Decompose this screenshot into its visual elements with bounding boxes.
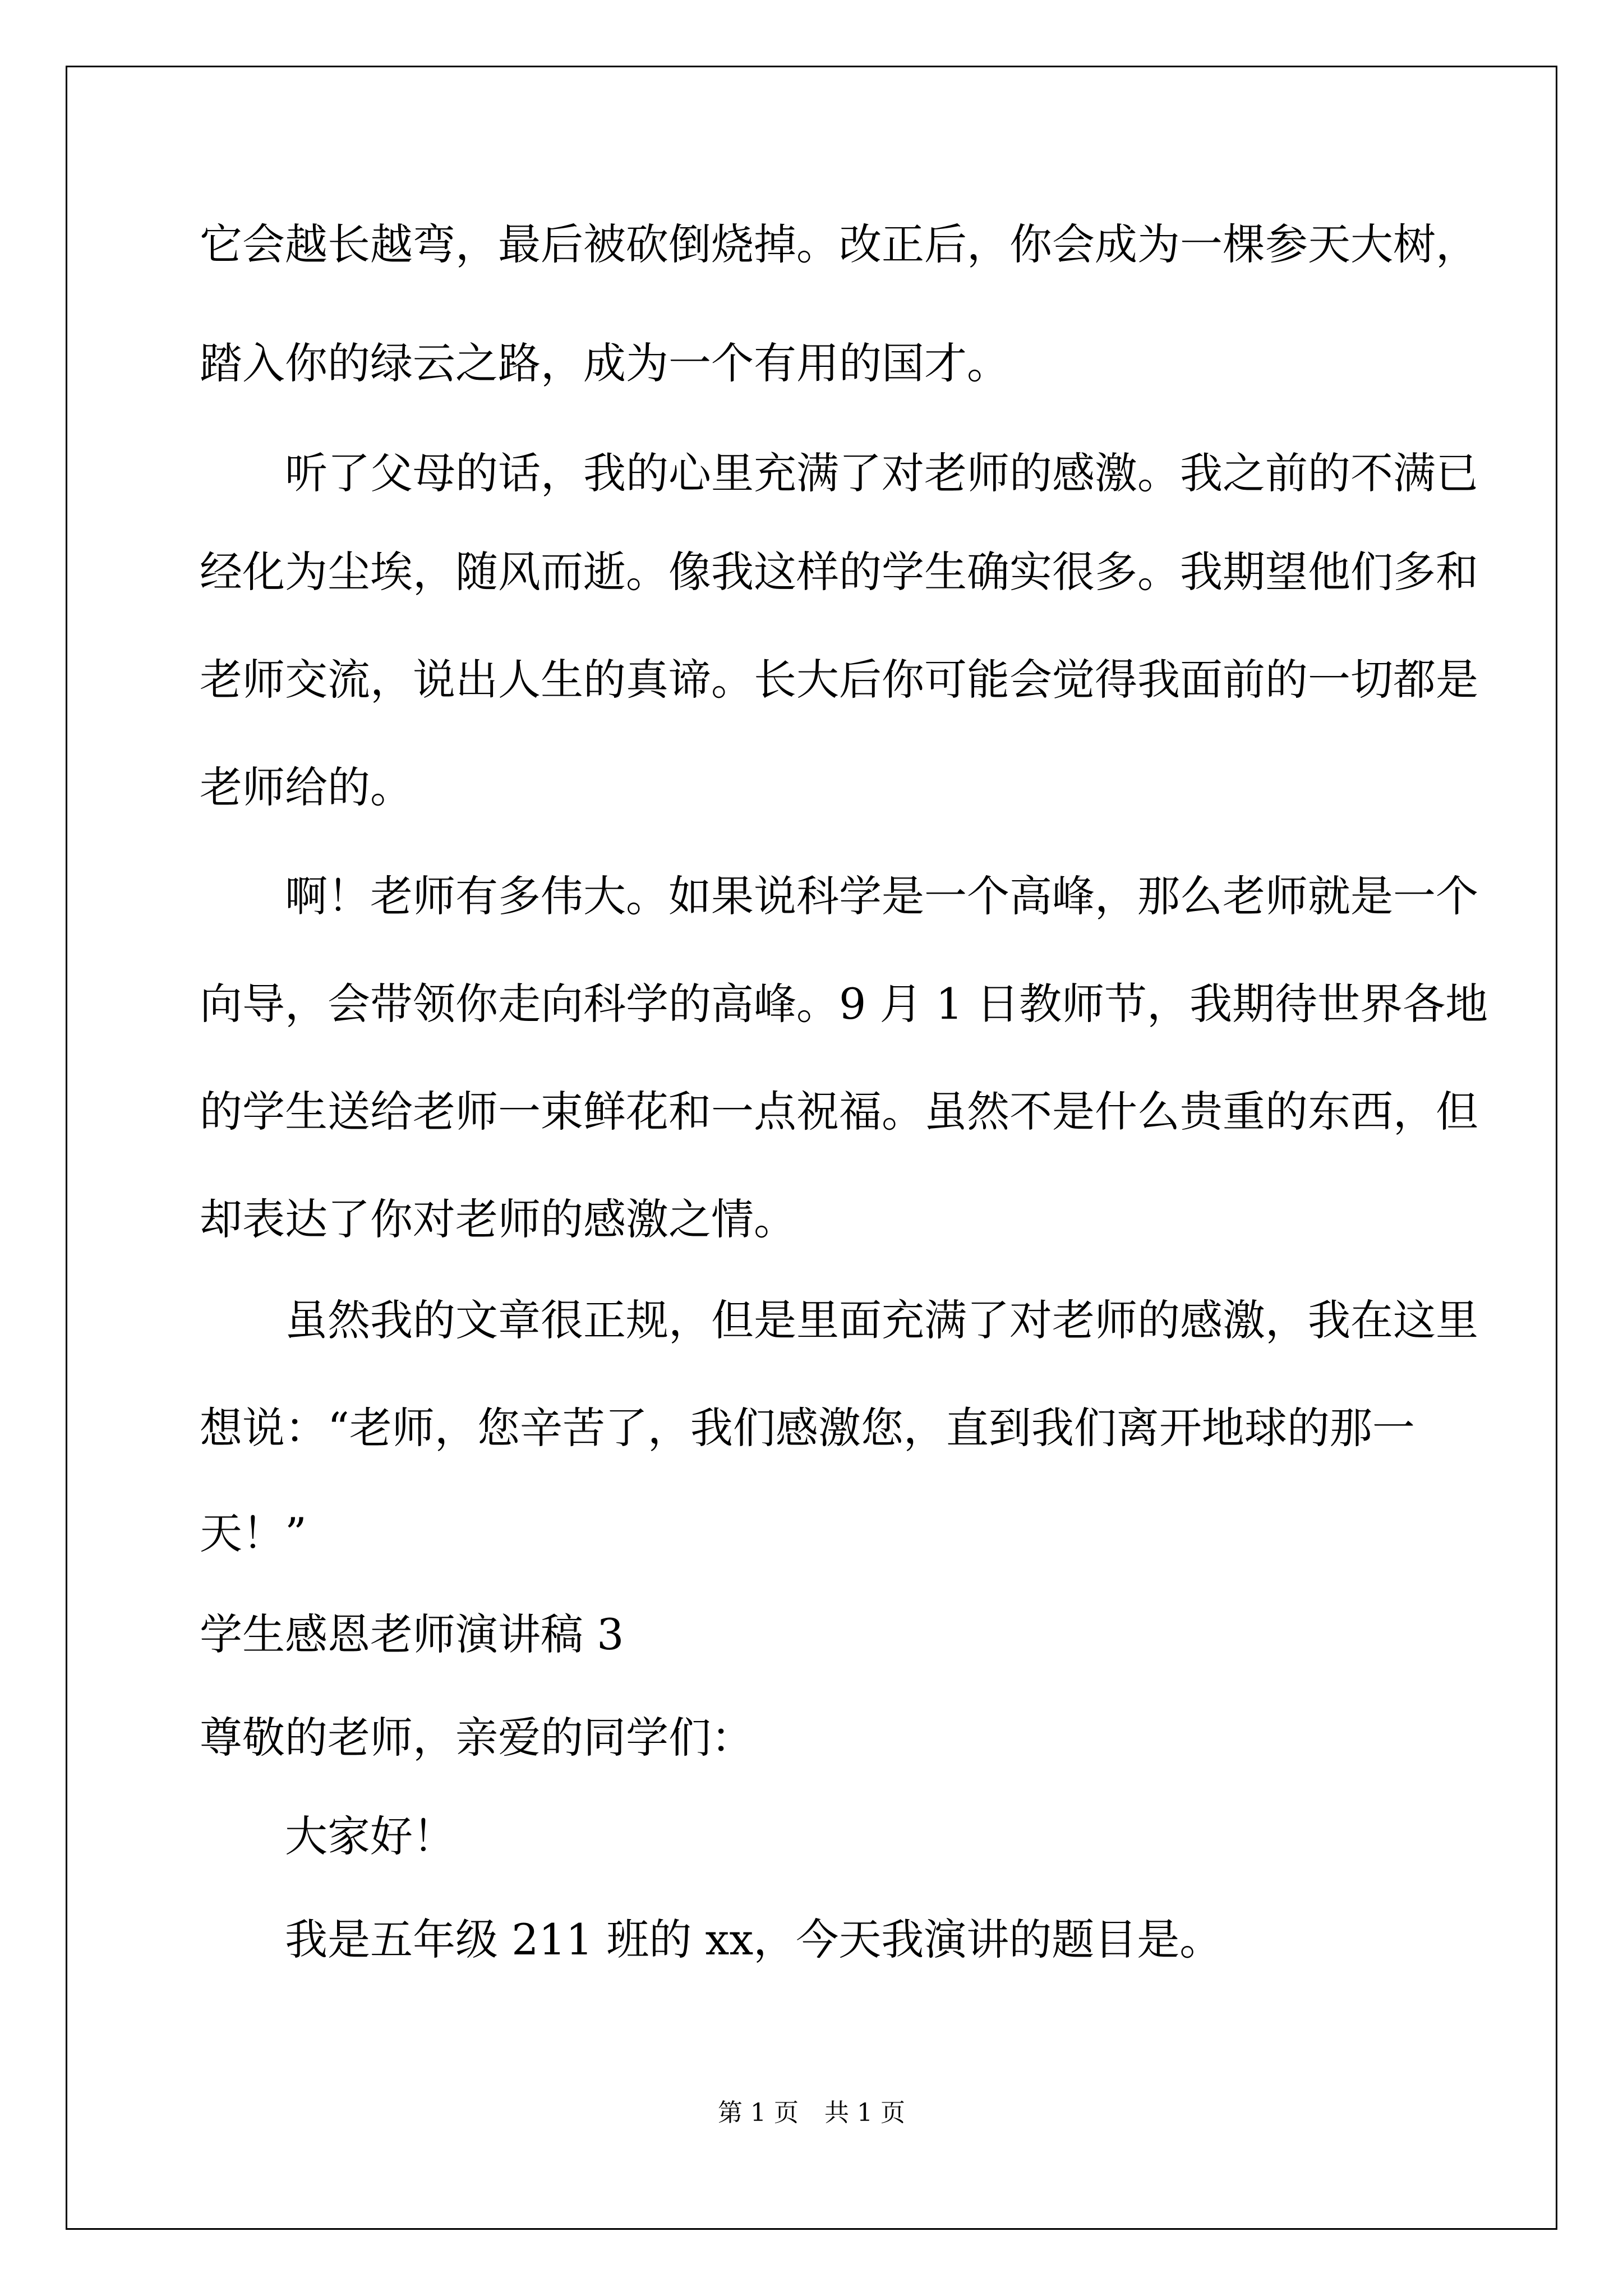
text-line: 天！”: [200, 1508, 307, 1558]
text-line: 经化为尘埃，随风而逝。像我这样的学生确实很多。我期望他们多和: [200, 547, 1478, 597]
text-line: 却表达了你对老师的感激之情。: [200, 1194, 796, 1244]
greeting: 大家好！: [285, 1811, 455, 1861]
text-line: 虽然我的文章很正规，但是里面充满了对老师的感激，我在这里: [285, 1295, 1478, 1345]
text-line: 的学生送给老师一束鲜花和一点祝福。虽然不是什么贵重的东西，但: [200, 1087, 1478, 1137]
text-line: 听了父母的话，我的心里充满了对老师的感激。我之前的不满已: [285, 448, 1478, 498]
page-total: 共 1 页: [824, 2099, 905, 2127]
text-line: 老师给的。: [200, 762, 413, 812]
text-line: 踏入你的绿云之路，成为一个有用的国才。: [200, 338, 1009, 388]
text-line: 老师交流，说出人生的真谛。长大后你可能会觉得我面前的一切都是: [200, 655, 1478, 705]
text-line: 啊！老师有多伟大。如果说科学是一个高峰，那么老师就是一个: [285, 871, 1478, 921]
text-line: 它会越长越弯，最后被砍倒烧掉。改正后，你会成为一棵参天大树，: [200, 219, 1478, 269]
section-heading: 学生感恩老师演讲稿 3: [200, 1609, 624, 1659]
page-number: 第 1 页: [718, 2099, 799, 2127]
salutation: 尊敬的老师，亲爱的同学们：: [200, 1713, 754, 1763]
page-footer: [0, 2092, 1623, 2128]
text-line: 我是五年级 211 班的 xx，今天我演讲的题目是。: [285, 1915, 1223, 1964]
text-line: 向导，会带领你走向科学的高峰。9 月 1 日教师节，我期待世界各地: [200, 979, 1488, 1029]
text-line: 想说：“老师，您辛苦了，我们感激您，直到我们离开地球的那一: [200, 1403, 1415, 1453]
page-border: [66, 66, 1557, 2230]
